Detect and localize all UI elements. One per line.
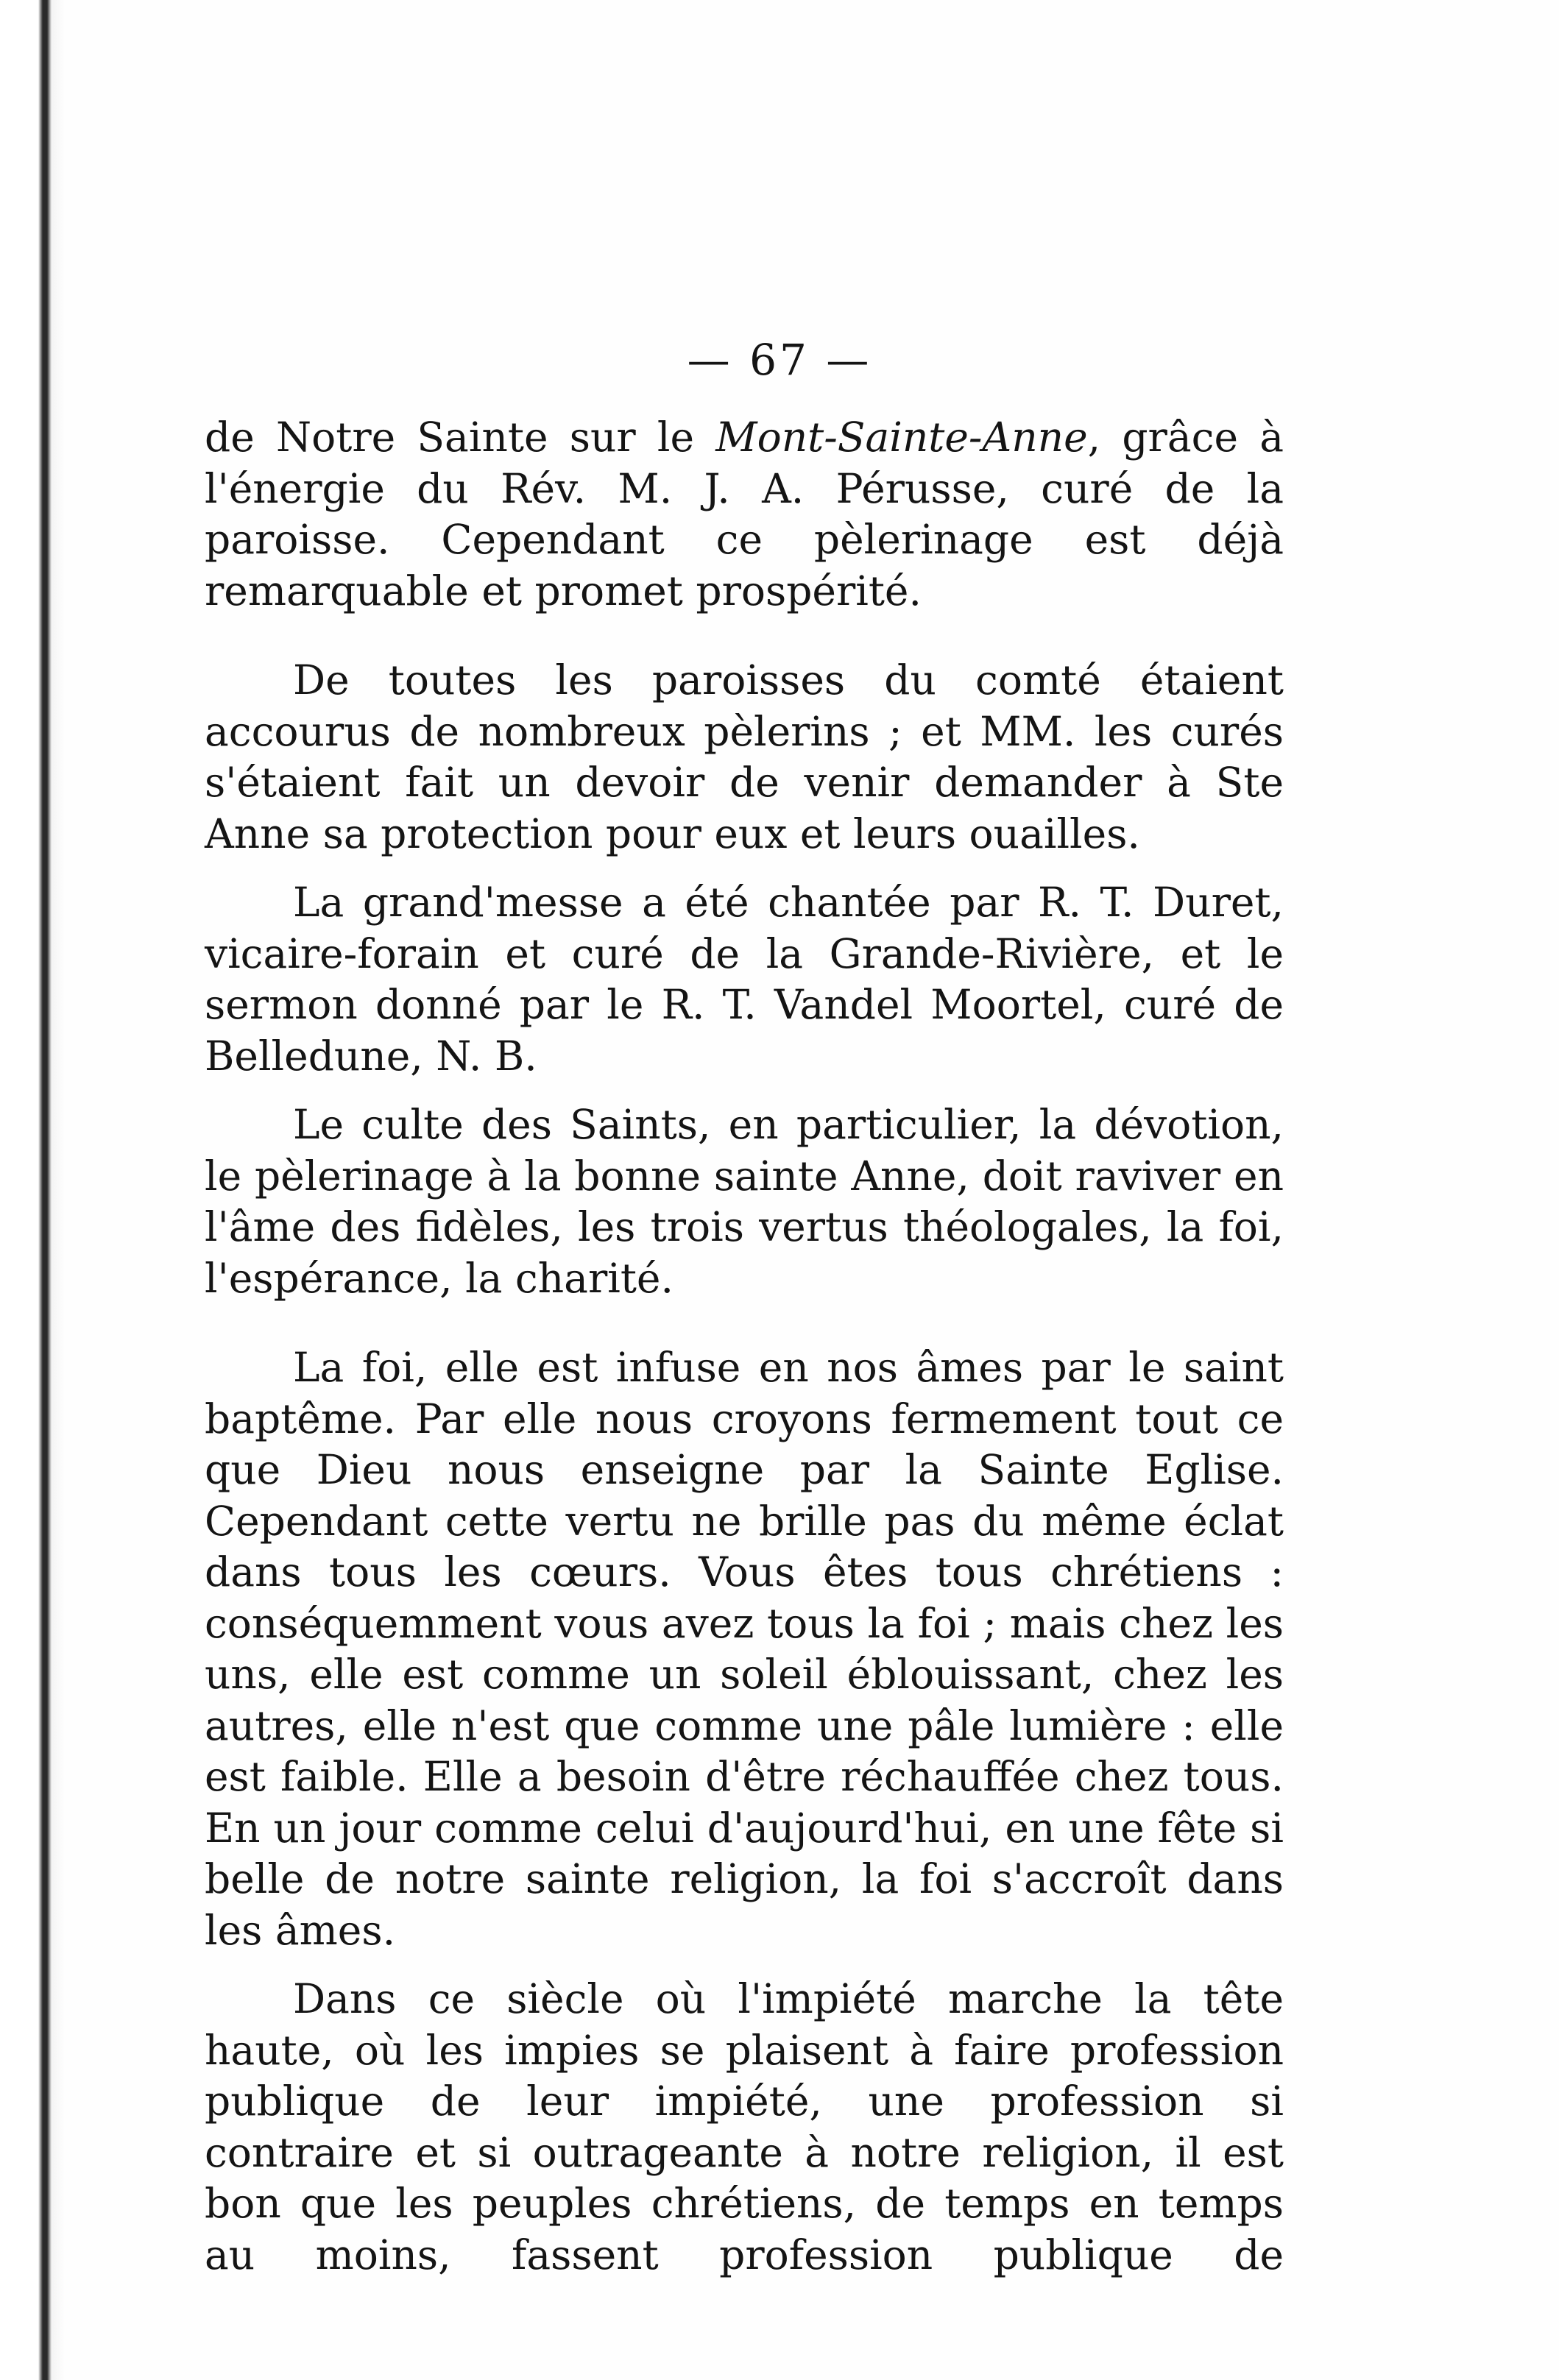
- paragraph-2: De toutes les paroisses du comté étaient accourus de nombreux pèlerins ; et MM. les curés s'étaient fait un devoir de venir demander à Ste Anne sa protection pour eux et leurs ouailles.: [205, 656, 1284, 857]
- paragraph-1-start: de Notre Sainte sur le: [205, 414, 716, 461]
- paragraph-1: [205, 412, 1284, 617]
- paragraph-3: La grand'messe a été chantée par R. T. Duret, vicaire-forain et curé de la Grande-Rivière, et le sermon donné par le R. T. Vandel Moortel, curé de Belledune, N. B.: [205, 879, 1284, 1080]
- paragraph-1-end: , grâce à l'énergie du Rév. M. J. A. Pérusse, curé de la paroisse. Cependant ce pèlerinage est déjà remarquable et promet prospérité.: [205, 414, 1284, 615]
- paragraph-6: Dans ce siècle où l'impiété marche la tête haute, où les impies se plaisent à faire profession publique de leur impiété, une profession si contraire et si outrageante à notre religion, il est bon que les peuples chrétiens, de temps en temps au moins, fassent profession publique de: [205, 1975, 1284, 2278]
- place-name-italic: Mont-Sainte-Anne: [715, 414, 1088, 461]
- page-number: — 67 —: [687, 335, 872, 385]
- paragraph-4: Le culte des Saints, en particulier, la dévotion, le pèlerinage à la bonne sainte Anne, doit raviver en l'âme des fidèles, les trois vertus théologales, la foi, l'espérance, la charité.: [205, 1101, 1284, 1302]
- paragraph-5: La foi, elle est infuse en nos âmes par le saint baptême. Par elle nous croyons fermement tout ce que Dieu nous enseigne par la Sainte Eglise. Cependant cette vertu ne brille pas du même éclat dans tous les cœurs. Vous êtes tous chrétiens : conséquemment vous avez tous la foi ; mais chez les uns, elle est comme un soleil éblouissant, chez les autres, elle n'est que comme une pâle lumière : elle est faible. Elle a besoin d'être réchauffée chez tous. En un jour comme celui d'aujourd'hui, en une fête si belle de notre sainte religion, la foi s'accroît dans les âmes.: [205, 1344, 1284, 1954]
- body-text: [205, 412, 1284, 2298]
